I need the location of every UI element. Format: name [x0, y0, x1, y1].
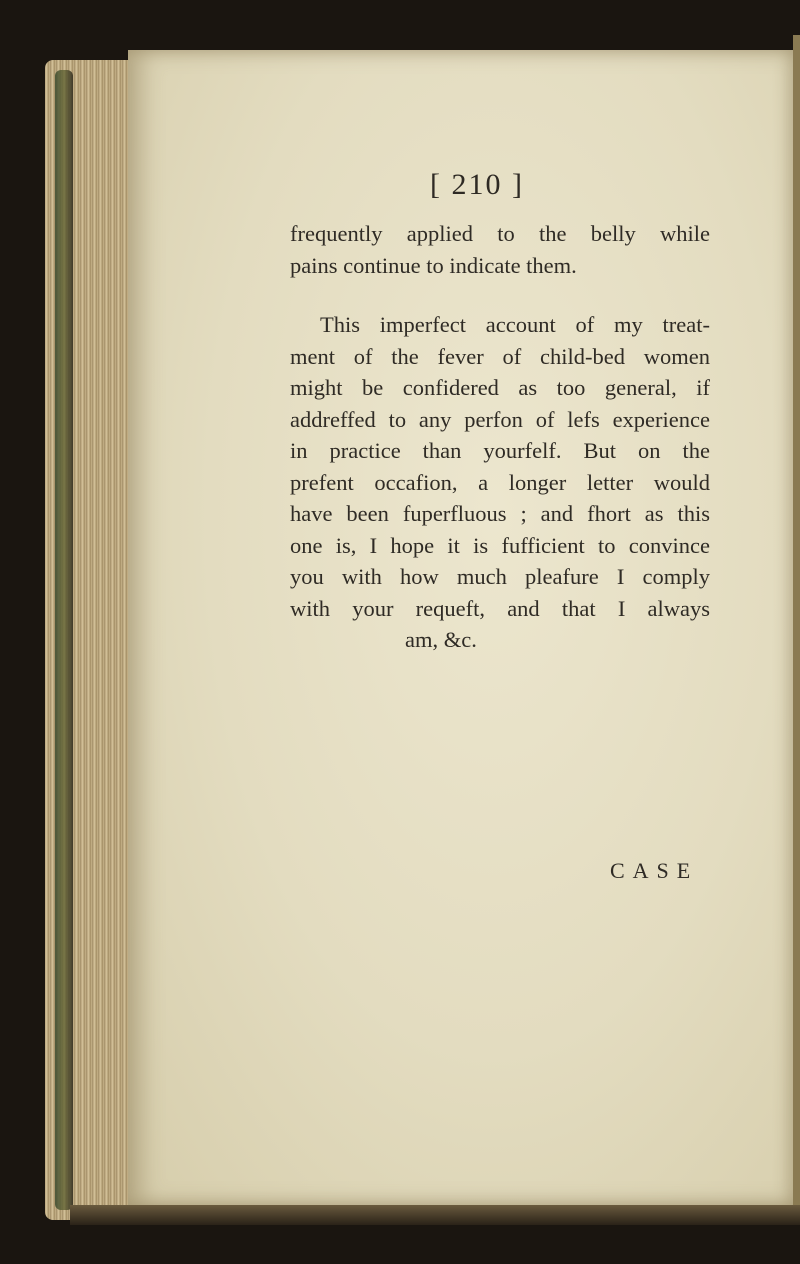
text-line: might be confidered as too general, if — [290, 375, 710, 400]
text-line: pains continue to indicate them. — [290, 252, 577, 278]
book-spine-edge — [55, 70, 73, 1210]
page-number: [ 210 ] — [430, 168, 524, 201]
text-line: frequently applied to the belly while — [290, 221, 710, 246]
text-line: in practice than yourfelf. But on the — [290, 438, 710, 463]
text-line: addreffed to any perfon of lefs experience — [290, 406, 710, 432]
text-line: ment of the fever of child-bed women — [290, 343, 710, 369]
text-line: This imperfect account of my treat- — [320, 312, 710, 337]
text-line: one is, I hope it is fufficient to convince — [290, 532, 710, 558]
right-page-edge — [793, 35, 800, 1215]
text-line: you with how much pleafure I comply — [290, 564, 710, 589]
bottom-page-edge — [70, 1205, 800, 1225]
text-line: prefent occafion, a longer letter would — [290, 469, 710, 495]
closing-line: am, &c. — [405, 627, 477, 652]
body-text — [290, 218, 710, 656]
catchword: CASE — [610, 858, 699, 883]
text-line: have been fuperfluous ; and fhort as this — [290, 501, 710, 526]
text-line: with your requeft, and that I always — [290, 595, 710, 621]
